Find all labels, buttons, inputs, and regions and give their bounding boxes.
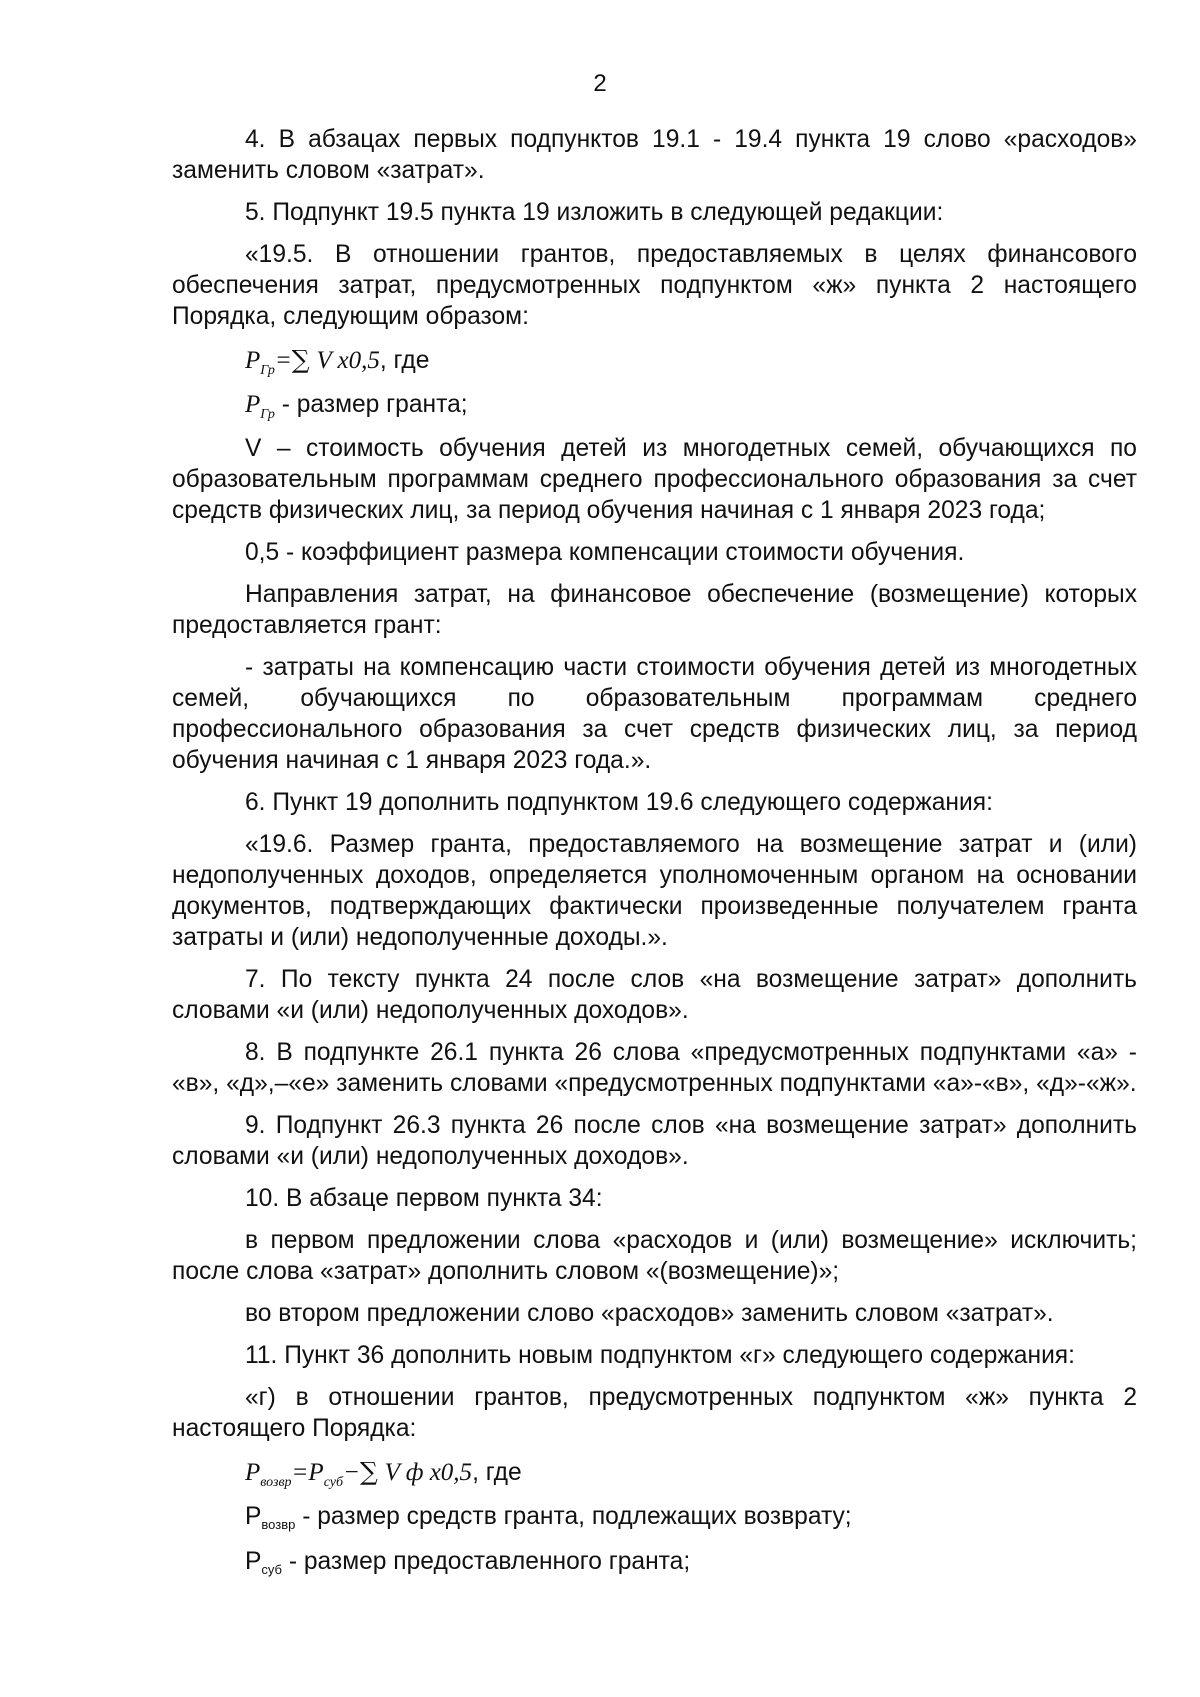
paragraph-19-5: «19.5. В отношении грантов, предоставляемых в целях финансового обеспечения затрат, предусмотренных подпунктом «ж» пункта 2 настоящего Порядка, следующим образом: — [172, 241, 1137, 330]
paragraph-5: 5. Подпункт 19.5 пункта 19 изложить в следующей редакции: — [245, 199, 944, 226]
paragraph-10-first-sentence: в первом предложении слова «расходов и (или) возмещение» исключить; после слова «затрат» дополнить словом «(возмещение)»; — [172, 1227, 1137, 1285]
formula-equals: = — [291, 1459, 309, 1486]
formula-rhs: V ф x0,5 — [384, 1459, 473, 1486]
paragraph-directions: Направления затрат, на финансовое обеспечение (возмещение) которых предоставляется грант: — [172, 581, 1137, 639]
definition-symbol: $Р_{возвр}$ — [245, 1503, 296, 1532]
formula-lhs: $P_{Гр}$ — [245, 347, 275, 378]
paragraph-11-g: «г) в отношении грантов, предусмотренных подпунктом «ж» пункта 2 настоящего Порядка: — [172, 1384, 1137, 1442]
paragraph-11: 11. Пункт 36 дополнить новым подпунктом «г» следующего содержания: — [245, 1342, 1075, 1369]
formula-tail: , где — [472, 1459, 522, 1486]
paragraph-10-second-sentence: во втором предложении слово «расходов» заменить словом «затрат». — [245, 1300, 1054, 1327]
definition-pgr — [172, 388, 1137, 422]
formula-rhs: V x0,5 — [316, 347, 380, 374]
page-number: 2 — [593, 70, 607, 97]
definition-symbol: $P_{Гр}$ — [245, 391, 275, 422]
formula-tail: , где — [379, 347, 430, 374]
dash-item: - затраты на компенсацию части стоимости обучения детей из многодетных семей, обучающихся по образовательным программам среднего профессионального образования за счет средств физических лиц, за период обучения начиная с 1 января 2023 года.». — [172, 654, 1137, 774]
sum-symbol: ∑ — [359, 1457, 378, 1486]
formula-grant-size — [172, 343, 1137, 377]
formula-minus: − — [343, 1459, 360, 1486]
definition-p-sub — [172, 1545, 1137, 1579]
definition-text: - размер средств гранта, подлежащих возврату; — [295, 1503, 852, 1530]
definition-coefficient: 0,5 - коэффициент размера компенсации стоимости обучения. — [245, 539, 965, 566]
definition-text: - размер гранта; — [274, 391, 468, 418]
definition-text: - размер предоставленного гранта; — [282, 1548, 691, 1575]
paragraph-7: 7. По тексту пункта 24 после слов «на возмещение затрат» дополнить словами «и (или) недополученных доходов». — [172, 966, 1137, 1024]
definition-p-vozvr — [172, 1500, 1137, 1534]
sum-symbol: ∑ — [291, 345, 310, 374]
formula-refund — [172, 1455, 1137, 1489]
formula-subsidy-term: $P_{суб}$ — [308, 1459, 344, 1490]
document-body — [172, 124, 1137, 1590]
paragraph-10: 10. В абзаце первом пункта 34: — [245, 1185, 603, 1212]
formula-equals: = — [274, 347, 292, 374]
paragraph-6: 6. Пункт 19 дополнить подпунктом 19.6 следующего содержания: — [245, 789, 993, 816]
paragraph-19-6: «19.6. Размер гранта, предоставляемого на возмещение затрат и (или) недополученных доходов, определяется уполномоченным органом на основании документов, подтверждающих фактически произведенные получателем гранта затраты и (или) недополученные доходы.». — [172, 831, 1137, 951]
definition-symbol: $Р_{суб}$ — [245, 1548, 282, 1577]
definition-v: V – стоимость обучения детей из многодетных семей, обучающихся по образовательным программам среднего профессионального образования за счет средств физических лиц, за период обучения начиная с 1 января 2023 года; — [172, 435, 1137, 524]
paragraph-8: 8. В подпункте 26.1 пункта 26 слова «предусмотренных подпунктами «а» - «в», «д»,–«е» заменить словами «предусмотренных подпунктами «а»-«в», «д»-«ж». — [172, 1039, 1137, 1097]
paragraph-9: 9. Подпункт 26.3 пункта 26 после слов «на возмещение затрат» дополнить словами «и (или) недополученных доходов». — [172, 1112, 1137, 1170]
paragraph-4: 4. В абзацах первых подпунктов 19.1 - 19.4 пункта 19 слово «расходов» заменить словом «затрат». — [172, 126, 1137, 184]
formula-lhs: $P_{возвр}$ — [245, 1459, 292, 1490]
